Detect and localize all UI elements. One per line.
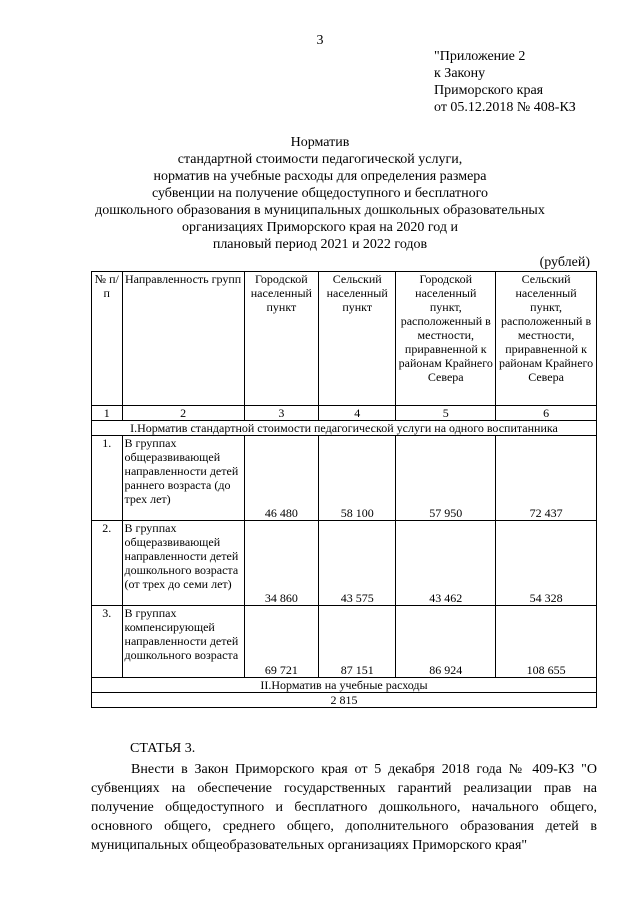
value-urban-north: 43 462 [396,521,496,606]
title-line: организациях Приморского края на 2020 год и [181,220,459,235]
section-row [92,678,597,693]
title-line: плановый период 2021 и 2022 годов [212,237,428,252]
section-value-row [92,693,597,708]
index-cell: 1 [92,406,123,421]
appendix-line: "Приложение 2 [434,49,526,64]
row-direction: В группах общеразвивающей направленности детей раннего возраста (до трех лет) [122,436,244,521]
title-line: дошкольного образования в муниципальных дошкольных образовательных [95,203,545,218]
value-urban-north: 57 950 [396,436,496,521]
section2-title: II.Норматив на учебные расходы [92,678,597,693]
page-number: 3 [316,33,324,48]
value-rural-north: 108 655 [496,606,597,678]
table-header-row [92,272,597,406]
value-urban: 69 721 [244,606,318,678]
section1-title: I.Норматив стандартной стоимости педагогической услуги на одного воспитанника [92,421,597,436]
table-row [92,606,597,678]
index-cell: 4 [319,406,396,421]
value-urban: 46 480 [244,436,318,521]
index-cell: 6 [496,406,597,421]
value-rural-north: 54 328 [496,521,597,606]
header-number: № п/п [92,272,123,406]
title-line: норматив на учебные расходы для определения размера [153,169,487,184]
value-rural: 87 151 [319,606,396,678]
appendix-line: к Закону [434,66,486,81]
header-urban: Городской населенный пункт [244,272,318,406]
appendix-block [434,48,576,116]
header-rural-north: Сельский населенный пункт, расположенный в местности, приравненной к районам Крайнего Севера [496,272,597,406]
units-label: (рублей) [539,255,590,270]
section2-value: 2 815 [92,693,597,708]
section-row [92,421,597,436]
title-line: Норматив [290,135,350,150]
index-cell: 3 [244,406,318,421]
document-title [0,134,640,253]
row-number: 3. [92,606,123,678]
index-cell: 2 [122,406,244,421]
index-cell: 5 [396,406,496,421]
article-text: Внести в Закон Приморского края от 5 декабря 2018 года № 409-КЗ "О субвенциях на обеспечение государственных гарантий реализации прав на получение общедоступного и бесплатного дошкольного, начального общего, основного общего, среднего общего, дополнительного образования детей в муниципальных общеобразовательных организациях Приморского края" [91,762,597,853]
header-direction: Направленность групп [122,272,244,406]
article-heading: СТАТЬЯ 3. [130,741,196,756]
value-urban-north: 86 924 [396,606,496,678]
title-line: субвенции на получение общедоступного и бесплатного [151,186,489,201]
appendix-line: от 05.12.2018 № 408-КЗ [434,100,576,115]
row-direction: В группах общеразвивающей направленности детей дошкольного возраста (от трех до семи лет) [122,521,244,606]
value-urban: 34 860 [244,521,318,606]
norm-table [91,271,597,708]
row-number: 2. [92,521,123,606]
header-rural: Сельский населенный пункт [319,272,396,406]
value-rural: 58 100 [319,436,396,521]
appendix-line: Приморского края [434,83,544,98]
value-rural-north: 72 437 [496,436,597,521]
table-row [92,521,597,606]
title-line: стандартной стоимости педагогической услуги, [177,152,463,167]
table-row [92,436,597,521]
row-number: 1. [92,436,123,521]
header-urban-north: Городской населенный пункт, расположенный в местности, приравненной к районам Крайнего Севера [396,272,496,406]
row-direction: В группах компенсирующей направленности детей дошкольного возраста [122,606,244,678]
table-index-row [92,406,597,421]
value-rural: 43 575 [319,521,396,606]
